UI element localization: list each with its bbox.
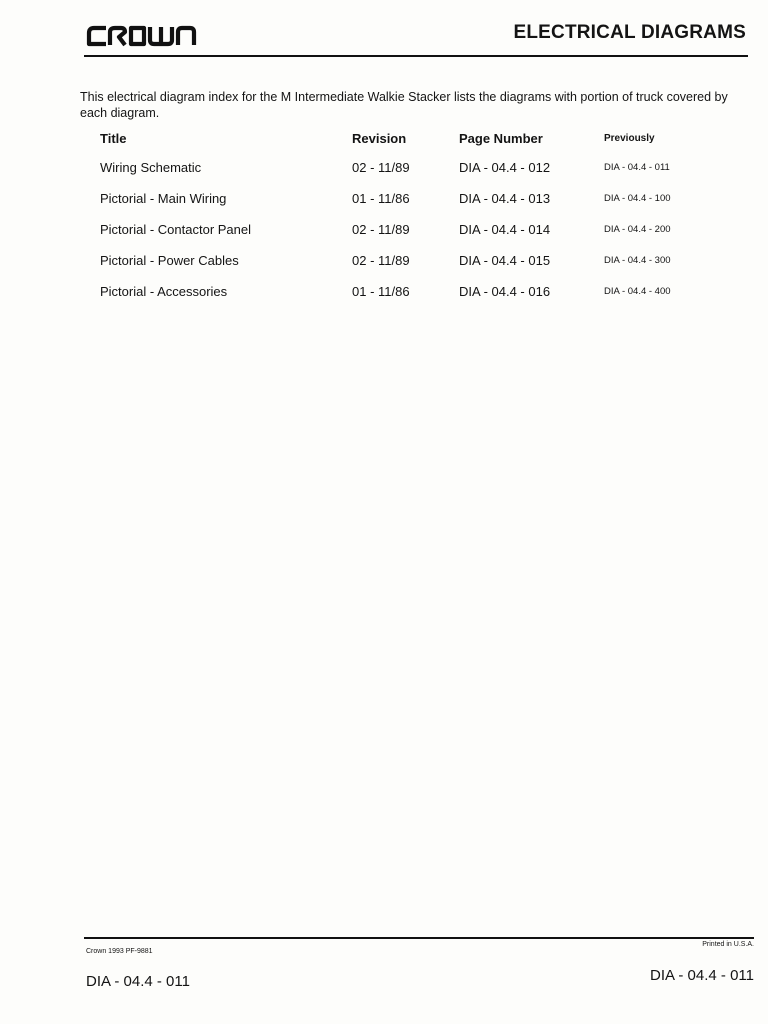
cell-previously: DIA - 04.4 - 200 [604,224,671,235]
cell-title: Wiring Schematic [100,160,202,175]
header-page-number: Page Number [459,130,543,146]
intro-paragraph: This electrical diagram index for the M Intermediate Walkie Stacker lists the diagrams with portion of truck covered by each diagram. [80,89,728,120]
cell-previously: DIA - 04.4 - 400 [604,286,671,297]
header-divider [84,55,748,57]
cell-title: Pictorial - Power Cables [100,253,239,268]
cell-page-number: DIA - 04.4 - 013 [459,191,551,206]
cell-page-number: DIA - 04.4 - 016 [459,284,551,299]
printed-in-usa: Printed in U.S.A. [702,941,754,948]
cell-revision: 01 - 11/86 [352,191,410,206]
cell-previously: DIA - 04.4 - 100 [604,193,671,204]
table-header-row [100,124,704,152]
table-row [100,214,704,245]
cell-page-number: DIA - 04.4 - 015 [459,253,551,268]
copyright-line: Crown 1993 PF-9881 [86,948,153,955]
cell-previously: DIA - 04.4 - 011 [604,162,670,173]
crown-logo [86,22,198,50]
cell-previously: DIA - 04.4 - 300 [604,255,671,266]
cell-title: Pictorial - Accessories [100,284,228,299]
cell-revision: 02 - 11/89 [352,253,410,268]
footer-doc-code-left: DIA - 04.4 - 011 [86,973,190,990]
header-title: Title [100,130,127,146]
footer-divider [84,937,754,939]
cell-title: Pictorial - Main Wiring [100,191,227,206]
table-row [100,183,704,214]
table-row [100,276,704,307]
table-row [100,245,704,276]
cell-title: Pictorial - Contactor Panel [100,222,252,237]
footer-doc-code-right: DIA - 04.4 - 011 [650,967,754,984]
crown-logo-mark [86,22,198,50]
table-row [100,152,704,183]
section-title: ELECTRICAL DIAGRAMS [513,22,746,43]
cell-revision: 01 - 11/86 [352,284,410,299]
header-revision: Revision [352,130,407,146]
header-previously: Previously [604,132,655,144]
diagram-index-table [100,124,704,307]
cell-page-number: DIA - 04.4 - 014 [459,222,551,237]
cell-revision: 02 - 11/89 [352,222,410,237]
cell-revision: 02 - 11/89 [352,160,410,175]
cell-page-number: DIA - 04.4 - 012 [459,160,551,175]
